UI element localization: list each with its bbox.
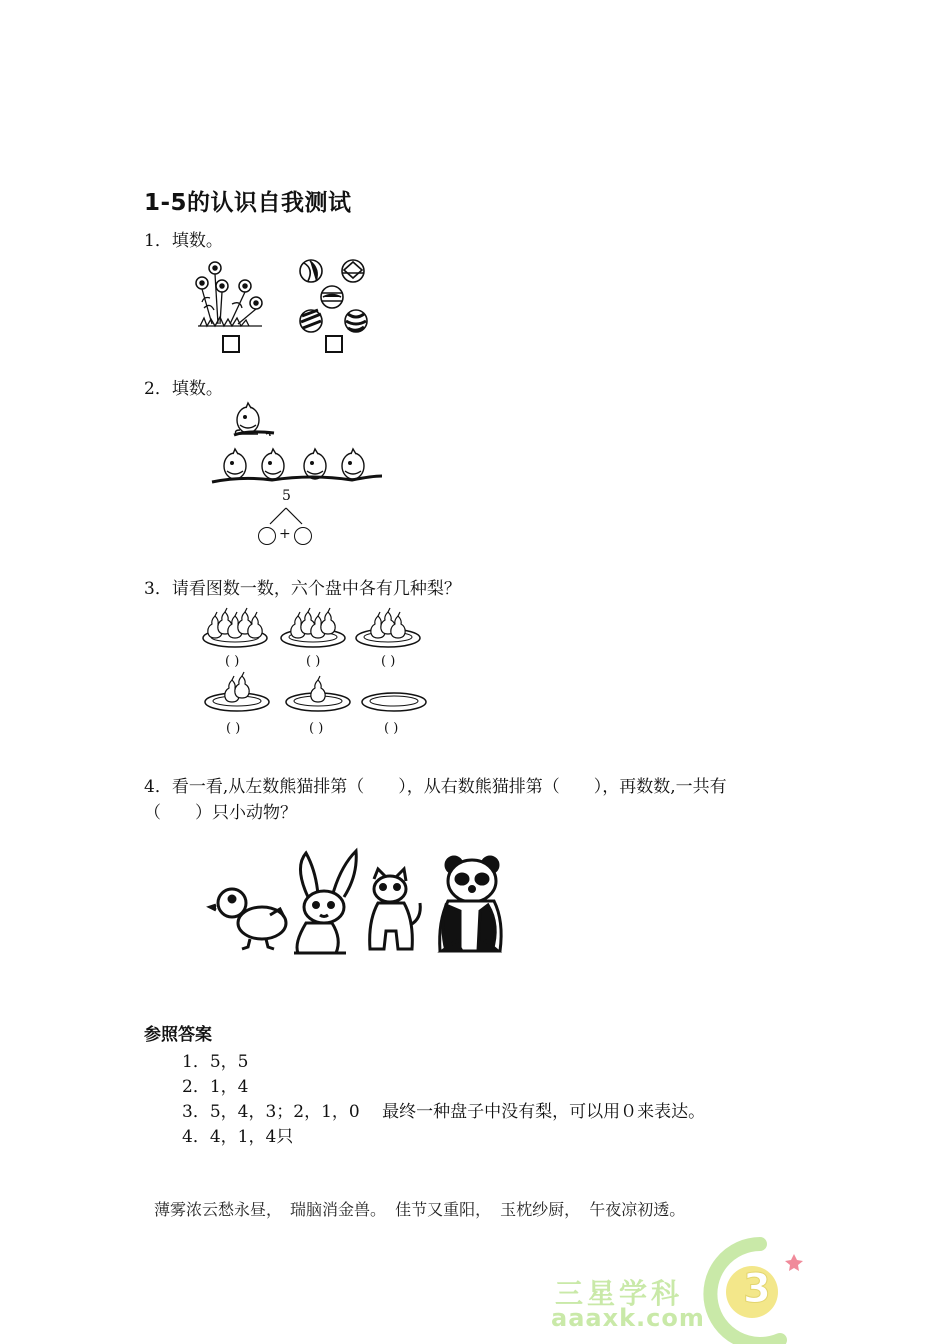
plate-2	[281, 608, 345, 647]
pear-stem	[388, 608, 390, 612]
pear-stem	[328, 608, 330, 612]
question-2-text: 2．填数。	[144, 379, 223, 399]
pear-stem	[318, 612, 320, 616]
answer-item-1: 1．5，5	[182, 1052, 249, 1072]
pear-stem	[215, 612, 217, 616]
animals-image	[210, 845, 510, 965]
pear-stem	[232, 676, 234, 680]
pear-stem	[398, 612, 400, 616]
plate-5	[286, 676, 350, 711]
decomposition-plus: +	[279, 526, 291, 542]
answers-heading: 参照答案	[144, 1025, 212, 1045]
chick-figure	[210, 889, 286, 949]
pear-stem	[245, 608, 247, 612]
poem-line: 薄雾浓云愁永昼， 瑞脑消金兽。 佳节又重阳， 玉枕纱厨， 午夜凉初透。	[154, 1200, 686, 1219]
pear-stem	[318, 676, 320, 680]
pear-stem	[255, 612, 257, 616]
plate-1-answer[interactable]: ( )	[225, 654, 240, 669]
question-3-text: 3．请看图数一数，六个盘中各有几种梨？	[144, 579, 461, 599]
answer-item-3: 3．5，4，3；2，1，0 最终一种盘子中没有梨，可以用０来表达。	[182, 1102, 706, 1122]
pear-stem	[242, 672, 244, 676]
plate-3	[356, 608, 420, 647]
decomposition-circle-left[interactable]	[258, 527, 276, 545]
page-title: 1-5的认识自我测试	[144, 190, 352, 216]
plate-4-answer[interactable]: ( )	[226, 721, 241, 736]
rabbit-figure	[294, 851, 356, 953]
balls-group-image	[296, 258, 376, 336]
answer-box-flowers[interactable]	[222, 335, 240, 353]
plate-1	[203, 608, 267, 647]
pear-icon	[235, 676, 249, 698]
panda-figure	[440, 857, 501, 951]
decomposition-branches	[260, 506, 320, 526]
question-4-line-2: （ ）只小动物？	[144, 803, 297, 823]
cat-figure	[370, 869, 421, 949]
pear-icon	[321, 612, 335, 634]
plate-2-answer[interactable]: ( )	[306, 654, 321, 669]
plate-3-answer[interactable]: ( )	[381, 654, 396, 669]
flower-bunch-image	[190, 258, 270, 332]
pear-stem	[378, 612, 380, 616]
decomposition-total: 5	[282, 488, 291, 504]
plate-4	[205, 672, 269, 711]
decomposition-circle-right[interactable]	[294, 527, 312, 545]
pear-stem	[225, 608, 227, 612]
answer-box-balls[interactable]	[325, 335, 343, 353]
plate-6	[362, 693, 426, 711]
chicks-image	[210, 400, 385, 490]
pear-icon	[391, 616, 405, 638]
question-4-line-1: 4．看一看,从左数熊猫排第（ ），从右数熊猫排第（ ），再数数,一共有	[144, 777, 727, 797]
question-1-text: 1．填数。	[144, 231, 223, 251]
pear-stem	[308, 608, 310, 612]
pear-stem	[235, 612, 237, 616]
plate-6-answer[interactable]: ( )	[384, 721, 399, 736]
pear-icon	[248, 616, 262, 638]
answer-item-2: 2．1，4	[182, 1077, 249, 1097]
answer-item-4: 4．4，1，4只	[182, 1127, 294, 1147]
plate-5-answer[interactable]: ( )	[309, 721, 324, 736]
pear-stem	[298, 612, 300, 616]
pear-icon	[311, 680, 325, 702]
watermark-text: 三星学科	[555, 1277, 684, 1310]
watermark-url: aaaxk.com	[551, 1304, 705, 1332]
watermark-badge: 3	[743, 1266, 771, 1312]
